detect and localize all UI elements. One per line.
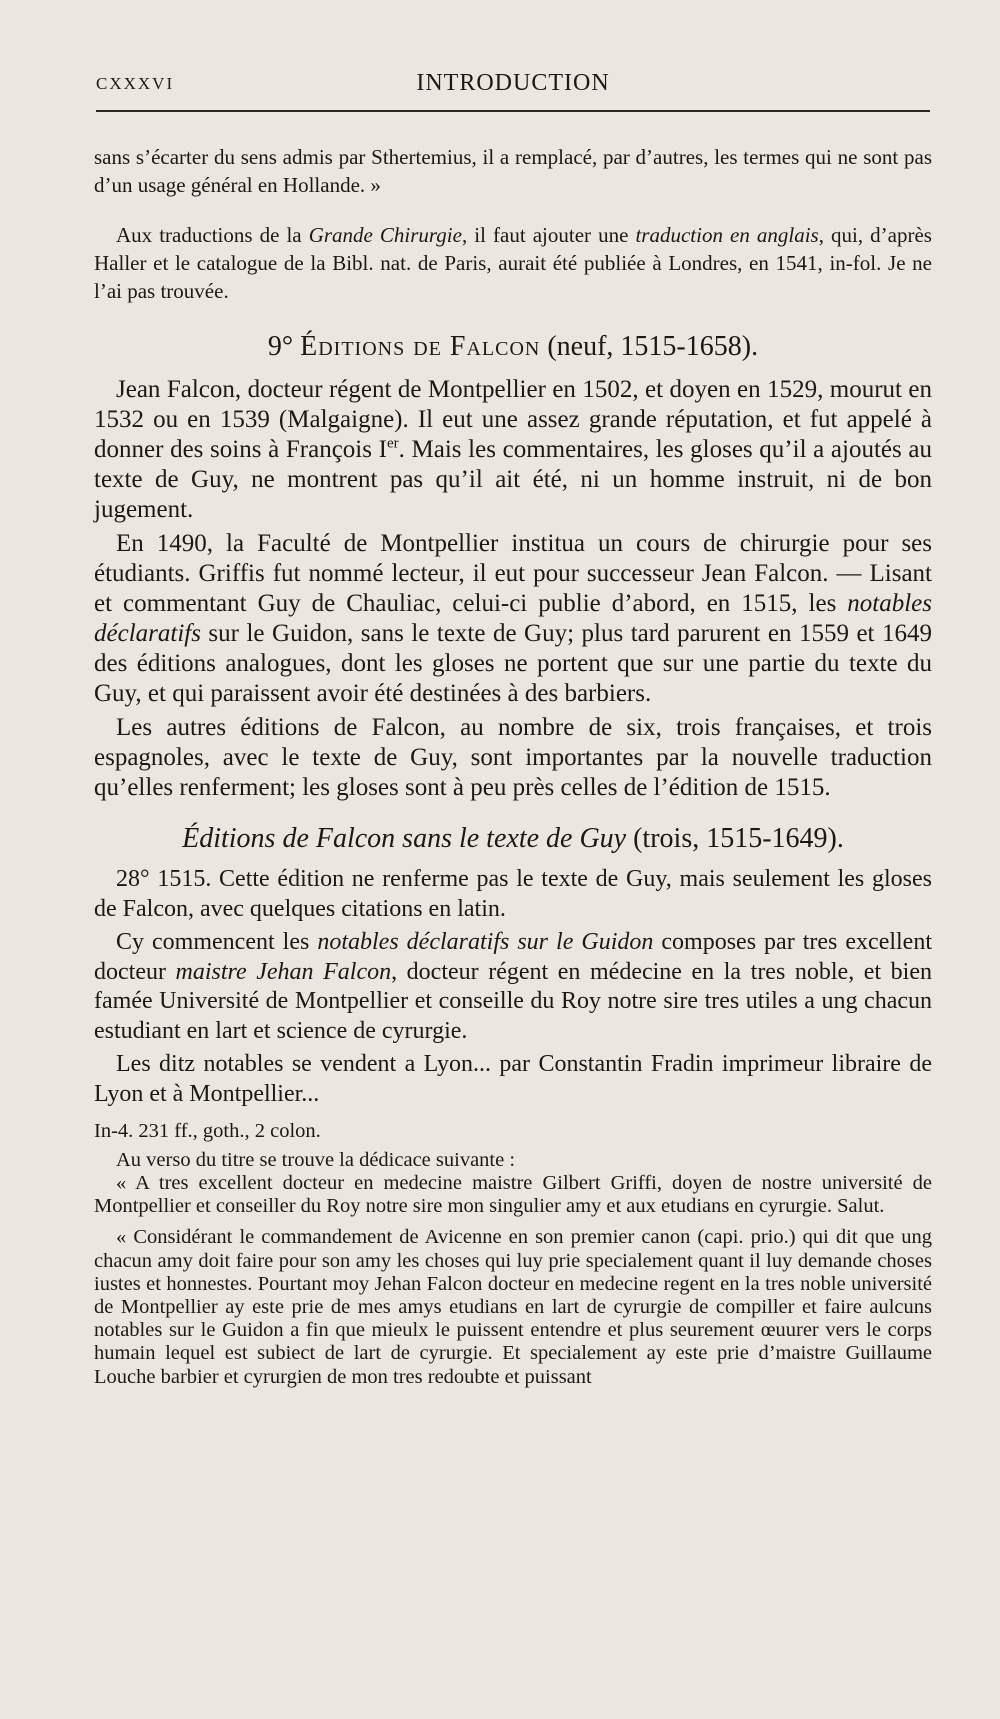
page-number: CXXXVI <box>96 74 175 93</box>
text-run: , il faut ajouter une <box>461 223 636 247</box>
title-italic: Grande Chirurgie <box>308 223 462 247</box>
title-italic: traduction en anglais <box>635 223 819 247</box>
title-italic: notables déclaratifs <box>94 590 932 647</box>
text-run: Jean Falcon, docteur régent de Montpellier en 1502, et doyen en 1529, mourut en 1532 ou en 1539 (Malgaigne). Il eut une assez grande réputation, et fut appelé à donner des soins à François I <box>94 376 932 463</box>
heading-range: (trois, 1515-1649). <box>633 823 844 854</box>
paragraph-imprimeur: Les ditz notables se vendent a Lyon... par Constantin Fradin imprimeur libraire de Lyon et à Montpellier... <box>94 1051 932 1107</box>
text-run: En 1490, la Faculté de Montpellier institua un cours de chirurgie pour ses étudiants. Griffis fut nommé lecteur, il eut pour successeur Jean Falcon. — Lisant et commentant Guy de Chauliac, celui-ci publie d’abord, en 1515, les <box>94 530 932 617</box>
paragraph-jean-falcon <box>94 375 932 525</box>
paragraph-cy-commencent <box>94 928 932 1046</box>
page-body <box>94 143 932 1389</box>
heading-title: Éditions de Falcon <box>300 331 541 362</box>
title-italic: maistre Jehan Falcon <box>175 958 392 985</box>
paragraph-dedicace: « A tres excellent docteur en medecine maistre Gilbert Griffi, doyen de nostre université de Montpellier et conseiller du Roy notre sire mon singulier amy et aux etudians en cyrurgie. Salut. <box>94 1172 932 1218</box>
heading-title: Éditions de Falcon sans le texte de Guy <box>182 823 627 854</box>
page-header <box>96 62 930 112</box>
text-run: Cy commencent les <box>116 929 318 955</box>
paragraph-english-translation <box>94 221 932 305</box>
section-heading-falcon <box>94 331 932 363</box>
running-title: INTRODUCTION <box>416 70 610 96</box>
section-heading-sans-texte <box>94 823 932 855</box>
text-run: . Mais les commentaires, les gloses qu’il a ajoutés au texte de Guy, ne montrent pas qu’il ait été, ni un homme instruit, ni de bon jugement. <box>94 436 932 523</box>
paragraph-format: In-4. 231 ff., goth., 2 colon. <box>94 1120 321 1142</box>
text-run: Aux traductions de la <box>116 223 309 247</box>
text-run: , docteur régent en médecine en la tres noble, et bien famée Université de Montpellier et conseille du Roy notre sire tres utiles a ung chacun estudiant en lart et science de cyrurgie. <box>94 958 932 1044</box>
paragraph-faculte <box>94 529 932 709</box>
superscript: er <box>386 435 399 452</box>
paragraph-continuation: sans s’écarter du sens admis par Sthertemius, il a remplacé, par d’autres, les termes qui ne sont pas d’un usage général en Hollande. » <box>94 145 932 197</box>
text-run: composes par tres excellent docteur <box>94 929 932 985</box>
text-run: , qui, d’après Haller et le catalogue de la Bibl. nat. de Paris, aurait été publiée à Londres, en 1541, in-fol. Je ne l’ai pas trouvée. <box>94 223 932 303</box>
paragraph-autres-editions: Les autres éditions de Falcon, au nombre de six, trois françaises, et trois espagnoles, avec le texte de Guy, sont importantes par la nouvelle traduction qu’elles renferment; les gloses sont à peu près celles de l’édition de 1515. <box>94 714 932 801</box>
paragraph-considerant: « Considérant le commandement de Avicenne en son premier canon (capi. prio.) qui dit que ung chacun amy doit faire pour son amy les choses qui luy prie specialement quant il luy demande choses iustes et honnestes. Pourtant moy Jehan Falcon docteur en medecine regent en la tres noble université de Montpellier ay este prie de mes amys etudians en lart de cyrurgie de compiller et faire aulcuns notables sur le Guidon a fin que mieulx le puissent entendre et plus seurement œuurer vers le corps humain lequel est subiect de lart de cyrurgie. Et specialement ay este prie d’maistre Guillaume Louche barbier et cyrurgien de mon tres redoubte et puissant <box>94 1226 932 1388</box>
heading-range: (neuf, 1515-1658). <box>547 331 759 362</box>
title-italic: notables déclaratifs sur le Guidon <box>317 929 654 955</box>
text-run: sur le Guidon, sans le texte de Guy; plus tard parurent en 1559 et 1649 des éditions analogues, dont les gloses ne portent que sur une partie du texte du Guy, et qui paraissent avoir été destinées à des barbiers. <box>94 620 932 707</box>
heading-number: 9° <box>267 331 294 362</box>
paragraph-edition-1515: 28° 1515. Cette édition ne renferme pas le texte de Guy, mais seulement les gloses de Falcon, avec quelques citations en latin. <box>94 866 932 922</box>
paragraph-dedicace-intro: Au verso du titre se trouve la dédicace suivante : <box>116 1148 516 1171</box>
